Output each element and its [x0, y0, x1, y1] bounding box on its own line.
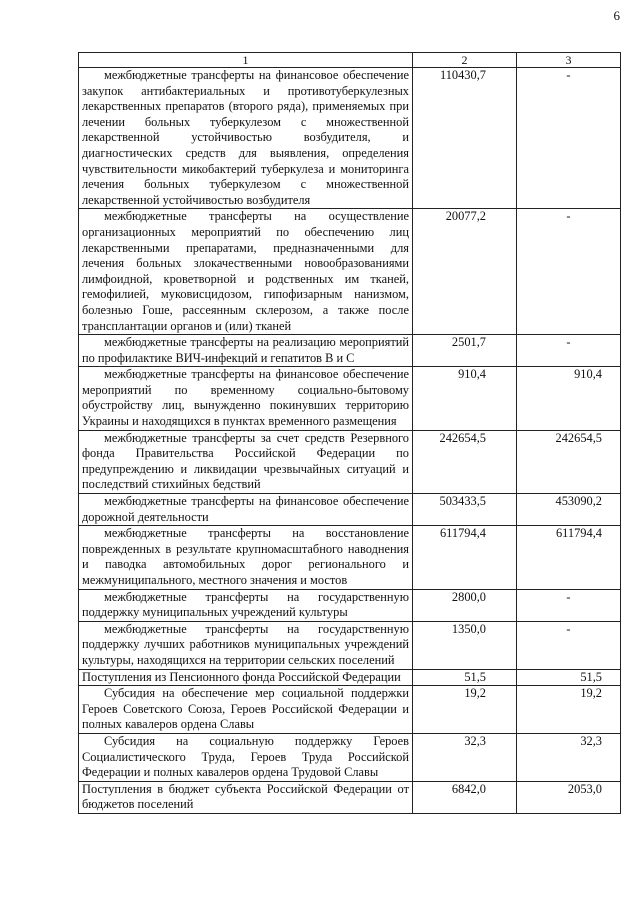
row-value-total: 2501,7: [413, 335, 517, 367]
row-value-total: 503433,5: [413, 494, 517, 526]
table-header-row: [79, 53, 621, 68]
row-value-col3: 51,5: [517, 669, 621, 686]
table-row: [79, 209, 621, 335]
row-description: межбюджетные трансферты на государственную поддержку муниципальных учреждений культуры: [82, 589, 409, 620]
row-value-col3: 19,2: [517, 686, 621, 734]
row-description: межбюджетные трансферты за счет средств Резервного фонда Правительства Российской Федерации по предупреждению и ликвидации чрезвычайных ситуаций и последствий стихийных бедствий: [82, 430, 409, 492]
row-value-total: 20077,2: [413, 209, 517, 335]
row-description-cell: [79, 209, 413, 335]
row-description: межбюджетные трансферты на финансовое обеспечение мероприятий по временному социально-бытовому обустройству лиц, вынужденно покинувших территорию Украины и находящихся в пунктах временного размещения: [82, 367, 409, 429]
page-number: 6: [613, 8, 620, 23]
row-value-total: 242654,5: [413, 430, 517, 493]
row-value-col3: -: [517, 209, 621, 335]
row-value-col3: 242654,5: [517, 430, 621, 493]
row-description: межбюджетные трансферты на финансовое обеспечение дорожной деятельности: [82, 494, 409, 524]
row-value-total: 611794,4: [413, 526, 517, 589]
row-value-col3: 32,3: [517, 733, 621, 781]
row-description-cell: [79, 494, 413, 526]
row-description-cell: [79, 686, 413, 734]
row-description-cell: [79, 367, 413, 430]
row-value-total: 51,5: [413, 669, 517, 686]
row-description-cell: [79, 430, 413, 493]
table-row: [79, 335, 621, 367]
row-description: межбюджетные трансферты на восстановление поврежденных в результате крупномасштабного наводнения и паводка автомобильных дорог регионального и межмуниципального, местного значения и мостов: [82, 526, 409, 587]
column-header-1: 1: [79, 53, 413, 68]
row-value-total: 110430,7: [413, 68, 517, 209]
budget-table: [78, 52, 621, 814]
row-description: Субсидия на обеспечение мер социальной поддержки Героев Советского Союза, Героев Российской Федерации и полных кавалеров ордена Славы: [82, 686, 409, 732]
row-value-col3: -: [517, 68, 621, 209]
row-value-col3: -: [517, 335, 621, 367]
row-value-total: 2800,0: [413, 589, 517, 621]
row-value-total: 910,4: [413, 367, 517, 430]
row-description: Поступления в бюджет субъекта Российской Федерации от бюджетов поселений: [82, 781, 409, 812]
table-row: [79, 589, 621, 621]
row-description: межбюджетные трансферты на финансовое обеспечение закупок антибактериальных и противотуберкулезных лекарственных препаратов (второго ряда), применяемых при лечении больных туберкулезом с множественной лекарственной устойчивостью возбудителя, и диагностических средств для выявления, определения чувствительности микобактерий туберкулеза и мониторинга лечения больных туберкулезом с множественной лекарственной устойчивостью возбудителя: [82, 68, 409, 207]
row-description-cell: [79, 589, 413, 621]
table-row: [79, 781, 621, 813]
row-value-col3: -: [517, 621, 621, 669]
row-description-cell: [79, 335, 413, 367]
row-description: Поступления из Пенсионного фонда Российской Федерации: [82, 669, 401, 684]
row-value-col3: 453090,2: [517, 494, 621, 526]
column-header-3: 3: [517, 53, 621, 68]
row-description-cell: [79, 526, 413, 589]
row-value-total: 1350,0: [413, 621, 517, 669]
row-description: межбюджетные трансферты на государственную поддержку лучших работников муниципальных учреждений культуры, находящихся на территории сельских поселений: [82, 621, 409, 667]
row-value-total: 19,2: [413, 686, 517, 734]
row-description: межбюджетные трансферты на осуществление организационных мероприятий по обеспечению лиц лекарственными препаратами, предназначенными для лечения больных злокачественными новообразованиями лимфоидной, кроветворной и родственных им тканей, гемофилией, муковисцидозом, гипофизарным нанизмом, болезнью Гоше, рассеянным склерозом, а также после трансплантации органов и (или) тканей: [82, 209, 409, 333]
row-description: межбюджетные трансферты на реализацию мероприятий по профилактике ВИЧ-инфекций и гепатитов В и С: [82, 335, 409, 365]
table-row: [79, 686, 621, 734]
table-row: [79, 494, 621, 526]
column-header-2: 2: [413, 53, 517, 68]
row-value-col3: 611794,4: [517, 526, 621, 589]
table-row: [79, 68, 621, 209]
row-description-cell: [79, 68, 413, 209]
row-description-cell: [79, 621, 413, 669]
row-value-total: 32,3: [413, 733, 517, 781]
row-description-cell: [79, 781, 413, 813]
table-row: [79, 669, 621, 686]
table-row: [79, 430, 621, 493]
row-value-total: 6842,0: [413, 781, 517, 813]
table-row: [79, 367, 621, 430]
row-description-cell: [79, 669, 413, 686]
row-description: Субсидия на социальную поддержку Героев Социалистического Труда, Героев Труда Российской Федерации и полных кавалеров ордена Трудовой Славы: [82, 733, 409, 780]
table-row: [79, 733, 621, 781]
table-row: [79, 526, 621, 589]
row-value-col3: 2053,0: [517, 781, 621, 813]
row-value-col3: 910,4: [517, 367, 621, 430]
table-row: [79, 621, 621, 669]
row-value-col3: -: [517, 589, 621, 621]
row-description-cell: [79, 733, 413, 781]
